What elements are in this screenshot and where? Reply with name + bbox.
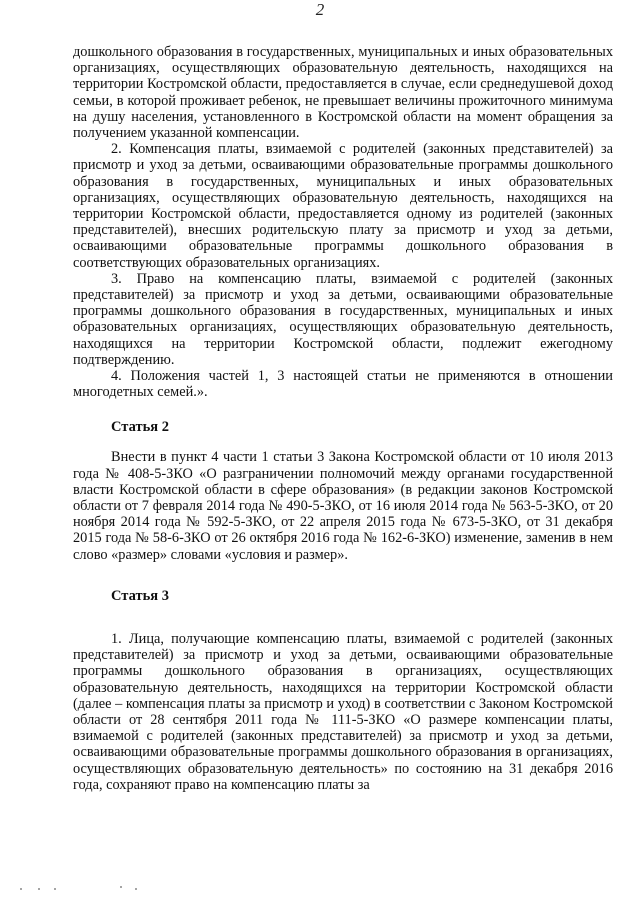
paragraph-3: 3. Право на компенсацию платы, взимаемой с родителей (законных представителей) за присмотр и уход за детьми, осваивающими образовательные программы дошкольного образования в государственных, муниципальных и иных образовательных организациях, осуществляющих образовательную деятельность, находящихся на территории Костромской области, подлежит ежегодному подтверждению. bbox=[73, 270, 613, 368]
paragraph-continuation: дошкольного образования в государственных, муниципальных и иных образовательных организациях, осуществляющих образовательную деятельность, находящихся на территории Костромской области, предоставляется в случае, если среднедушевой доход семьи, в которой проживает ребенок, не превышает величины прожиточного минимума на душу населения, установленного в Костромской области на момент обращения за получением указанной компенсации. bbox=[73, 44, 613, 142]
article-3-text: 1. Лица, получающие компенсацию платы, взимаемой с родителей (законных представителей) за присмотр и уход за детьми, осваивающими образовательные программы дошкольного образования в организациях, осуществляющих образовательную деятельность, находящихся на территории Костромской области (далее – компенсация платы за присмотр и уход) в соответствии с Законом Костромской области от 28 сентября 2011 года № 111-5-ЗКО «О размере компенсации платы, взимаемой с родителей (законных представителей) за присмотр и уход за детьми, осваивающими образовательные программы дошкольного образования в организациях, осуществляющих образовательную деятельность» по состоянию на 31 декабря 2016 года, сохраняют право на компенсацию платы за bbox=[73, 630, 613, 793]
paragraph-2: 2. Компенсация платы, взимаемой с родителей (законных представителей) за присмотр и уход за детьми, осваивающими образовательные программы дошкольного образования в государственных, муниципальных и иных образовательных организациях, осуществляющих образовательную деятельность, находящихся на территории Костромской области, предоставляется одному из родителей (законных представителей), внесших родительскую плату за присмотр и уход за детьми, осваивающими образовательные программы дошкольного образования в соответствующих образовательных организациях. bbox=[73, 141, 613, 271]
document-body bbox=[73, 44, 613, 793]
article-2-text: Внести в пункт 4 части 1 статьи 3 Закона Костромской области от 10 июля 2013 года № 408-5-ЗКО «О разграничении полномочий между органами государственной власти Костромской области в сфере образования» (в редакции законов Костромской области от 7 февраля 2014 года № 490-5-ЗКО, от 16 июля 2014 года № 563-5-ЗКО, от 20 ноября 2014 года № 592-5-ЗКО, от 22 апреля 2015 года № 673-5-ЗКО, от 31 декабря 2015 года № 58-6-ЗКО от 26 октября 2016 года № 162-6-ЗКО) изменение, заменив в нем слово «размер» словами «условия и размер». bbox=[73, 449, 613, 563]
paragraph-4: 4. Положения частей 1, 3 настоящей статьи не применяются в отношении многодетных семей.». bbox=[73, 368, 613, 401]
article-2-title: Статья 2 bbox=[111, 419, 169, 436]
article-3-title: Статья 3 bbox=[111, 587, 169, 604]
page-number: 2 bbox=[315, 0, 325, 19]
scan-specks bbox=[0, 880, 640, 900]
